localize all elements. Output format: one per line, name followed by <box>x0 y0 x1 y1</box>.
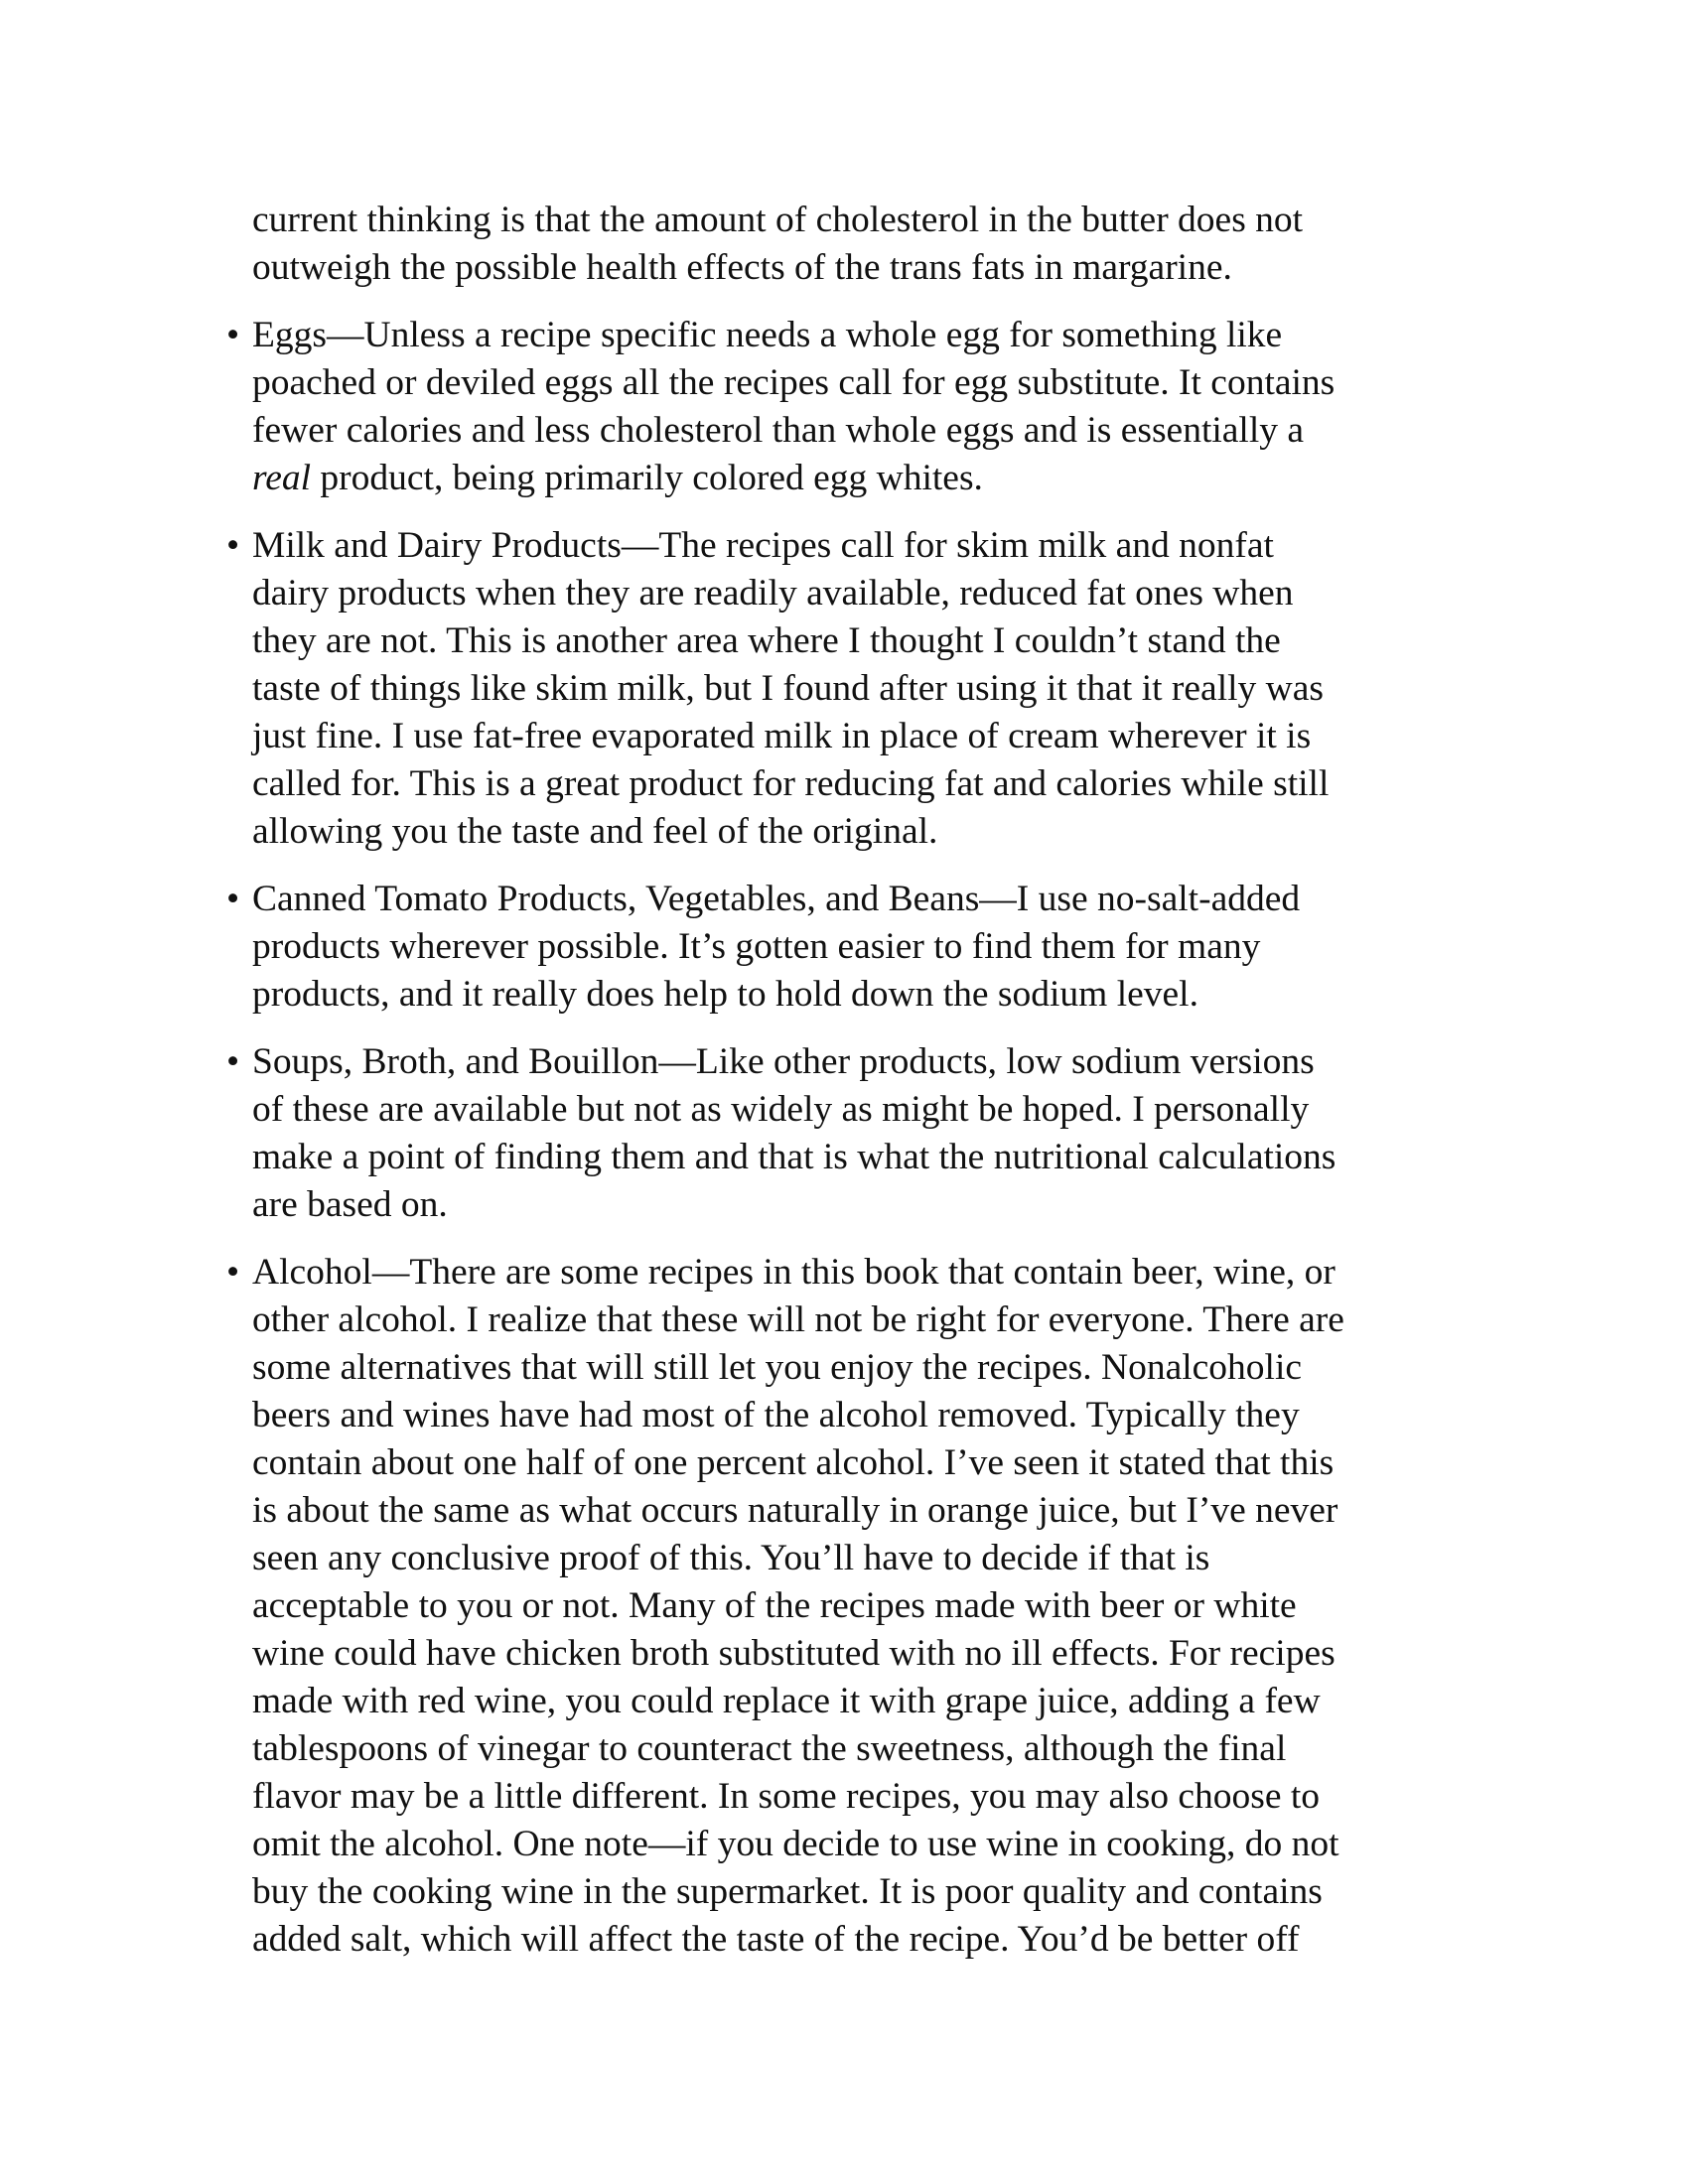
text-line: they are not. This is another area where I thought I couldn’t stand the <box>252 620 1281 661</box>
text-fragment: product, being primarily colored egg whites. <box>311 458 983 498</box>
text-line: other alcohol. I realize that these will not be right for everyone. There are <box>252 1299 1344 1340</box>
text-line: called for. This is a great product for reducing fat and calories while still <box>252 763 1330 804</box>
text-line <box>252 455 1487 502</box>
text-line: make a point of finding them and that is what the nutritional calculations <box>252 1137 1336 1177</box>
bullet-list <box>226 522 1487 1964</box>
text-line: tablespoons of vinegar to counteract the sweetness, although the final <box>252 1728 1287 1769</box>
text-line: is about the same as what occurs naturally in orange juice, but I’ve never <box>252 1490 1338 1531</box>
page-body <box>226 197 1487 1983</box>
text-line: dairy products when they are readily available, reduced fat ones when <box>252 573 1294 614</box>
bullet-item-alcohol <box>226 1249 1487 1964</box>
text-line: fewer calories and less cholesterol than whole eggs and is essentially a <box>252 410 1305 451</box>
text-line: wine could have chicken broth substituted with no ill effects. For recipes <box>252 1633 1336 1674</box>
text-line: products, and it really does help to hold down the sodium level. <box>252 974 1198 1015</box>
text-line: taste of things like skim milk, but I found after using it that it really was <box>252 668 1324 709</box>
text-line: outweigh the possible health effects of the trans fats in margarine. <box>252 247 1232 288</box>
text-line: beers and wines have had most of the alcohol removed. Typically they <box>252 1395 1300 1435</box>
text-line: acceptable to you or not. Many of the recipes made with beer or white <box>252 1585 1297 1626</box>
text-line: of these are available but not as widely as might be hoped. I personally <box>252 1089 1310 1130</box>
bullet-icon: • <box>226 879 240 919</box>
continuation-paragraph <box>252 197 1487 292</box>
bullet-icon: • <box>226 1252 240 1293</box>
text-line: are based on. <box>252 1184 448 1225</box>
text-line: seen any conclusive proof of this. You’ll have to decide if that is <box>252 1538 1210 1578</box>
text-line: added salt, which will affect the taste of the recipe. You’d be better off <box>252 1919 1300 1960</box>
bullet-item-eggs <box>226 312 1487 502</box>
bullet-item-soups-broth <box>226 1038 1487 1229</box>
text-line: Canned Tomato Products, Vegetables, and Beans—I use no-salt-added <box>252 879 1301 919</box>
bullet-icon: • <box>226 525 240 566</box>
text-line: Alcohol—There are some recipes in this book that contain beer, wine, or <box>252 1252 1336 1293</box>
bullet-icon: • <box>226 315 240 355</box>
text-line: flavor may be a little different. In some recipes, you may also choose to <box>252 1776 1321 1817</box>
text-line: made with red wine, you could replace it with grape juice, adding a few <box>252 1681 1321 1721</box>
text-line: some alternatives that will still let you enjoy the recipes. Nonalcoholic <box>252 1347 1303 1388</box>
text-line: buy the cooking wine in the supermarket. It is poor quality and contains <box>252 1871 1323 1912</box>
bullet-item-milk-dairy <box>226 522 1487 856</box>
text-line: omit the alcohol. One note—if you decide to use wine in cooking, do not <box>252 1824 1339 1864</box>
text-line: Soups, Broth, and Bouillon—Like other products, low sodium versions <box>252 1041 1315 1082</box>
text-line: allowing you the taste and feel of the original. <box>252 811 938 852</box>
bullet-icon: • <box>226 1041 240 1082</box>
text-line: poached or deviled eggs all the recipes call for egg substitute. It contains <box>252 362 1336 403</box>
italic-word: real <box>252 458 312 498</box>
bullet-item-canned-products <box>226 876 1487 1019</box>
text-line: products wherever possible. It’s gotten easier to find them for many <box>252 926 1261 967</box>
text-line: just fine. I use fat-free evaporated milk in place of cream wherever it is <box>252 716 1312 756</box>
text-line: current thinking is that the amount of cholesterol in the butter does not <box>252 200 1304 240</box>
text-line: Eggs—Unless a recipe specific needs a whole egg for something like <box>252 315 1283 355</box>
text-line: contain about one half of one percent alcohol. I’ve seen it stated that this <box>252 1442 1335 1483</box>
text-line: Milk and Dairy Products—The recipes call for skim milk and nonfat <box>252 525 1274 566</box>
